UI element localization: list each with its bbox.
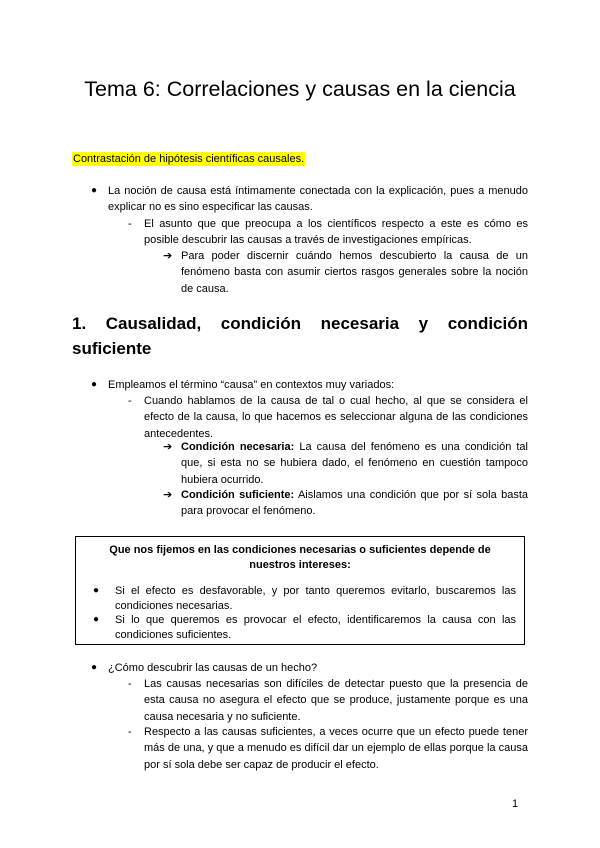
necessary-condition-label: Condición necesaria:	[181, 441, 295, 453]
bullet-icon: ●	[91, 662, 98, 673]
bullet-icon: ●	[91, 379, 98, 390]
dash-icon: -	[128, 395, 132, 407]
bullet-icon: ●	[91, 185, 98, 196]
callout-item-text: Si el efecto es desfavorable, y por tanto queremos evitarlo, buscaremos las condiciones necesarias.	[115, 585, 516, 612]
arrow-item-text: Para poder discernir cuándo hemos descubierto la causa de un fenómeno basta con asumir ciertos rasgos generales sobre la noción de causa.	[181, 250, 528, 295]
bullet-icon: ●	[93, 614, 100, 625]
arrow-icon: ➔	[163, 250, 173, 262]
arrow-item-text	[181, 439, 528, 488]
page-title: Tema 6: Correlaciones y causas en la ciencia	[84, 77, 516, 101]
arrow-icon: ➔	[163, 441, 173, 453]
highlighted-subtitle: Contrastación de hipótesis científicas causales.	[73, 153, 305, 165]
bullet-text: ¿Cómo descubrir las causas de un hecho?	[108, 662, 318, 674]
page-number: 1	[512, 798, 519, 810]
sufficient-condition-label: Condición suficiente:	[181, 489, 295, 501]
dash-icon: -	[128, 726, 132, 738]
dash-icon: -	[128, 678, 132, 690]
sub-item-text: Cuando hablamos de la causa de tal o cual hecho, al que se considera el efecto de la causa, lo que hacemos es seleccionar alguna de las condiciones antecedentes.	[144, 395, 528, 440]
sub-item-text: El asunto que que preocupa a los científicos respecto a este es cómo es posible descubrir las causas a través de investigaciones empíricas.	[144, 218, 528, 247]
callout-box	[75, 536, 525, 645]
callout-item-text: Si lo que queremos es provocar el efecto, identificaremos la causa con las condiciones suficientes.	[115, 614, 516, 641]
sub-item-text: Respecto a las causas suficientes, a veces ocurre que un efecto puede tener más de una, y que a menudo es difícil dar un ejemplo de ellas porque la causa por sí sola debe ser capaz de producir el efecto.	[144, 726, 528, 771]
arrow-icon: ➔	[163, 489, 173, 501]
arrow-item-text	[181, 487, 528, 520]
bullet-text: Empleamos el término “causa” en contextos muy variados:	[108, 379, 395, 391]
section-heading: 1. Causalidad, condición necesaria y condición suficiente	[72, 314, 528, 358]
necessary-condition-text: La causa del fenómeno es una condición tal que, si esta no se hubiera dado, el fenómeno en cuestión tampoco hubiera ocurrido.	[181, 441, 528, 486]
sufficient-condition-text: Aislamos una condición que por sí sola basta para provocar el fenómeno.	[181, 489, 528, 518]
bullet-text: La noción de causa está íntimamente conectada con la explicación, pues a menudo explicar no es sino especificar las causas.	[108, 185, 528, 214]
callout-title: Que nos fijemos en las condiciones necesarias o suficientes depende de nuestros intereses:	[109, 544, 491, 571]
dash-icon: -	[128, 218, 132, 230]
sub-item-text: Las causas necesarias son difíciles de detectar puesto que la presencia de esta causa no asegura el efecto que se produce, justamente porque es una causa necesaria y no suficiente.	[144, 678, 528, 723]
bullet-icon: ●	[93, 585, 100, 596]
